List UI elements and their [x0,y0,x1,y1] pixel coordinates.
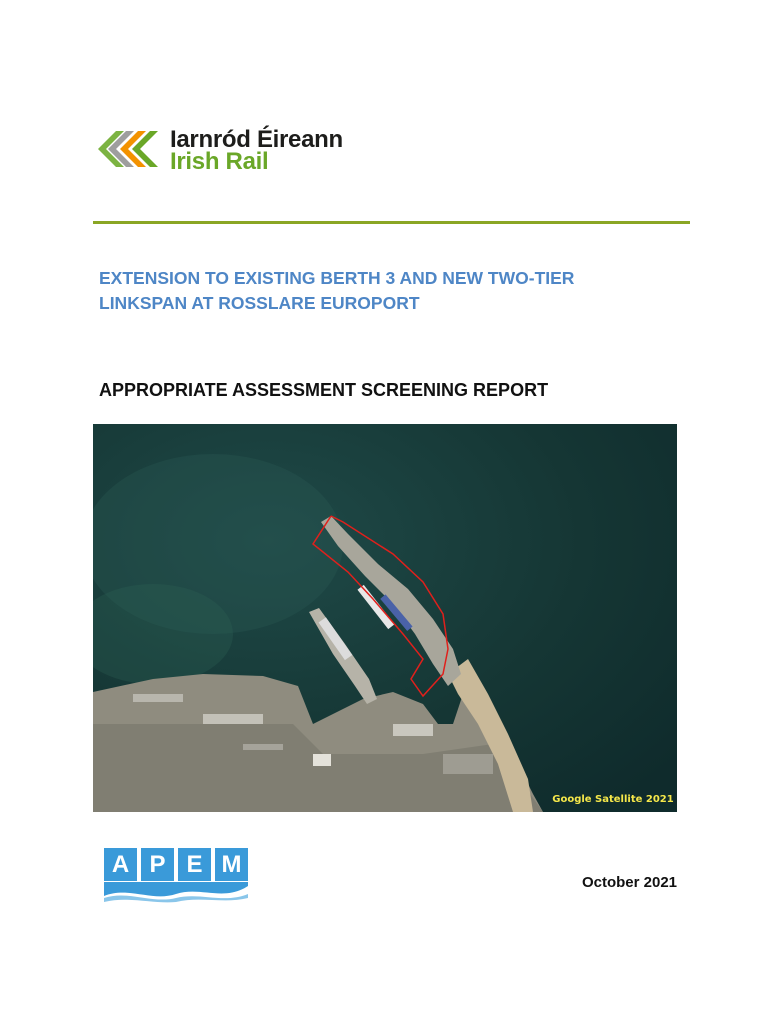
header-divider [93,221,690,224]
report-title [99,266,699,316]
apem-letter-a: A [104,848,137,881]
report-date: October 2021 [581,874,677,891]
iarnrod-eireann-logo [98,126,368,174]
apem-logo [104,848,248,904]
logo-name-irish: Iarnród Éireann [170,126,343,153]
report-subtitle: APPROPRIATE ASSESSMENT SCREENING REPORT [99,380,549,400]
apem-wave-icon [104,880,248,904]
apem-letter-e: E [178,848,211,881]
satellite-image [93,424,677,812]
satellite-map-drawing [93,424,677,812]
apem-letter-m: M [215,848,248,881]
irish-rail-chevron-icon [98,126,166,172]
apem-letter-p: P [141,848,174,881]
logo-name-english: Irish Rail [170,148,269,175]
image-credit-label: Google Satellite 2021 [552,794,674,805]
report-title-line-1: EXTENSION TO EXISTING BERTH 3 AND NEW TWO-TIER [99,268,575,288]
report-title-line-2: LINKSPAN AT ROSSLARE EUROPORT [99,293,420,313]
